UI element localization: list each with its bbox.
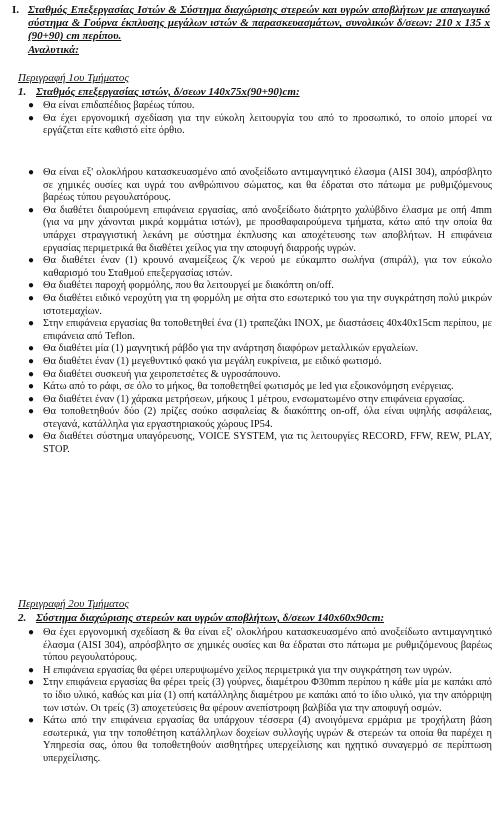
bullet-icon: ● (28, 393, 35, 405)
list-item: ● Στην επιφάνεια εργασίας θα τοποθετηθεί ένα (1) τραπεζάκι INOX, με διαστάσεις 40x40x15cm περίπου, με επιφάνεια από Teflon. (28, 318, 492, 342)
part1-title: Περιγραφή 1ου Τμήματος (18, 72, 129, 84)
list-item: ● Θα διαθέτει έναν (1) χάρακα μετρήσεων, μήκους 1 μέτρου, ενσωματωμένο στην επιφάνεια εργασίας. (28, 393, 465, 405)
bullet-icon: ● (28, 406, 35, 418)
list-item: ● Κάτω από το ράφι, σε όλο το μήκος, θα τοποθετηθεί φωτισμός με led για εξοικονόμηση ενέργειας. (28, 381, 454, 393)
list-item: ● Θα διαθέτει συσκευή για χειροπετσέτες & υγροσάπουνο. (28, 368, 281, 380)
bullet-icon: ● (28, 368, 35, 380)
bullet-icon: ● (28, 204, 35, 216)
list-item: ● Θα έχει εργονομική σχεδίαση για την εύκολη λειτουργία του από το προσωπικό, το οποίο μπορεί να εργάζεται είτε καθιστό είτε όρθιο. (28, 112, 492, 137)
bullet-icon: ● (28, 100, 35, 111)
bullet-icon: ● (28, 343, 35, 355)
bullet-icon: ● (28, 381, 35, 393)
bullet-icon: ● (28, 112, 35, 124)
list-item: ● Θα είναι εξ' ολοκλήρου κατασκευασμένο από ανοξείδωτο αντιμαγνητικό έλασμα (AISI 304), απρόσβλητο σε χημικές ουσίες και υγρά του ανθρώπινου σώματος, και θα έδραται στο πάτωμα με ρυθμιζόμενους βαρέως τύπου ρεγουλατόρους. (28, 167, 492, 204)
bullet-icon: ● (28, 664, 35, 676)
part2-item-number: 2. (18, 612, 27, 624)
part2-item-title: Σύστημα διαχώρισης στερεών και υγρών αποβλήτων, δ/σεων 140x60x90cm: (36, 612, 385, 624)
part2-list (28, 627, 492, 766)
list-item: ● Θα διαθέτει σύστημα υπαγόρευσης, VOICE SYSTEM, για τις λειτουργίες RECORD, FFW, REW, PLAY, STOP. (28, 431, 492, 456)
list-item: ● Θα διαθέτει μία (1) μαγνητική ράβδο για την ανάρτηση διαφόρων μεταλλικών εργαλείων. (28, 343, 419, 355)
list-item: ● Θα είναι επιδαπέδιος βαρέως τύπου. (28, 100, 195, 111)
list-item: ● Θα διαθέτει ειδικό νεροχύτη για τη φορμόλη με σήτα στο εσωτερικό του για την συγκράτηση πολύ μικρών ιστοτεμαχίων. (28, 292, 492, 317)
list-item: ● Θα διαθέτει διαιρούμενη επιφάνεια εργασίας, από ανοξείδωτο διάτρητο χαλύβδινο έλασμα με οπή 4mm (για να μην χάνονται μικρά κομμάτια ιστών), με προσθαφαιρούμενα τμήματα, κάτω από την οποία θα υπάρχει στραγγιστική λεκάνη με σύστημα έκπλυσης και αποχέτευσης των αποβλήτων. Η επιφάνεια εργασίας περιμετρικά θα διαθέτει χείλος για την αποφυγή διαρροής υγρών. (28, 204, 492, 254)
part1-list-b (28, 167, 492, 457)
bullet-icon: ● (28, 715, 35, 727)
list-item: ● Θα τοποθετηθούν δύο (2) πρίζες σούκο ασφαλείας & διακόπτης on-off, όλα είναι υψηλής ασφάλειας, στεγανά, κατάλληλα για εργαστηριακούς χώρους IP54. (28, 406, 492, 430)
list-item: ● Η επιφάνεια εργασίας θα φέρει υπερυψωμένο χείλος περιμετρικά για την συγκράτηση των υγρών. (28, 664, 452, 676)
part2-title: Περιγραφή 2ου Τμήματος (18, 598, 129, 610)
list-item: ● Στην επιφάνεια εργασίας θα φέρει τρείς (3) γούρνες, διαμέτρου Φ30mm περίπου η κάθε μία με καπάκι από το ίδιο υλικό, καθώς και μία (1) οπή κατάλληλης διαμέτρου με καπάκι από το ίδιο υλικό, για την απόρριψη των ιστών. Οι τρείς (3) αποχετεύσεις θα φέρουν ανεπίστροφη βαλβίδα για την αποφυγή οσμών. (28, 677, 492, 714)
list-item: ● Θα διαθέτει έναν (1) κρουνό αναμείξεως ζ/κ νερού με εύκαμπτο σωλήνα (σπιράλ), για τον εύκολο καθαρισμό του Σταθμού επεξεργασίας ιστών. (28, 255, 492, 279)
bullet-icon: ● (28, 677, 35, 689)
list-item: ● Κάτω από την επιφάνεια εργασίας θα υπάρχουν τέσσερα (4) ανοιγόμενα ερμάρια με τροχήλατη βάση εσωτερικά, για την τοποθέτηση κατάλληλων δοχείων συλλογής υγρών & στερεών τα οποία θα παρέχει η Υπηρεσία σας, όπου θα τοποθετηθούν αισθητήρες υπερχείλισης και ηχητικό συναγερμό σε περίπτωση υπερχείλισης. (28, 715, 492, 764)
bullet-icon: ● (28, 431, 35, 443)
bullet-icon: ● (28, 318, 35, 330)
section-title (28, 4, 490, 57)
bullet-icon: ● (28, 292, 35, 304)
part1-item-title: Σταθμός επεξεργασίας ιστών, δ/σεων 140x75x(90+90)cm: (36, 86, 300, 98)
list-item: ● Θα έχει εργονομική σχεδίαση & θα είναι εξ' ολοκλήρου κατασκευασμένο από ανοξείδωτο αντιμαγνητικό έλασμα (AISI 304), απρόσβλητο σε χημικές ουσίες και θα έδραται στο πάτωμα με ρυθμιζόμενους βαρέως τύπου ρεγουλατόρους. (28, 627, 492, 664)
part1-list-a (28, 100, 492, 138)
bullet-icon: ● (28, 167, 35, 178)
bullet-icon: ● (28, 255, 35, 267)
list-item: ● Θα διαθέτει παροχή φορμόλης, που θα λειτουργεί με διακόπτη on/off. (28, 280, 334, 292)
bullet-icon: ● (28, 627, 35, 638)
bullet-icon: ● (28, 355, 35, 367)
section-title-text: Σταθμός Επεξεργασίας Ιστών & Σύστημα διαχώρισης στερεών και υγρών αποβλήτων με απαγωγικό σύστημα & Γούρνα έκπλυσης μεγάλων ιστών & παρασκευασμάτων, συνολικών δ/σεων: 210 x 135 x (90+90) cm περίπου. (28, 4, 490, 43)
bullet-icon: ● (28, 280, 35, 292)
part1-item-heading (18, 86, 300, 99)
part2-item-heading (18, 612, 384, 625)
list-item: ● Θα διαθέτει έναν (1) μεγεθυντικό φακό για μεγάλη ευκρίνεια, με ειδικό φωτισμό. (28, 355, 382, 367)
part1-item-number: 1. (18, 86, 27, 98)
section-subtitle: Αναλυτικά: (28, 43, 79, 56)
section-number: I. (12, 4, 20, 16)
